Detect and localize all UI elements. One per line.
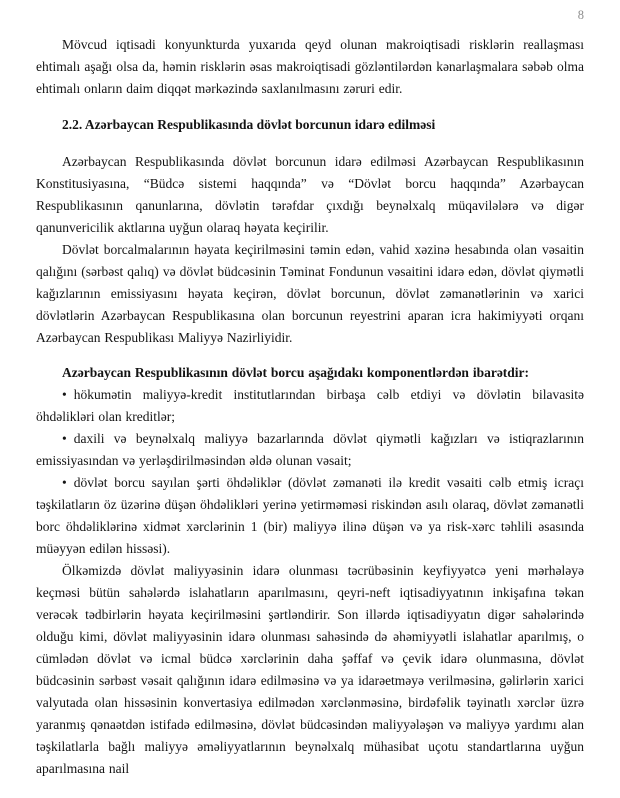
- paragraph-finance-reforms: Ölkəmizdə dövlət maliyyəsinin idarə olunması təcrübəsinin keyfiyyətcə yeni mərhələyə keçməsi bütün sahələrdə islahatların aparılmasını, qeyri-neft iqtisadiyyatının inkişafına təkan verəcək tədbirlərin həyata keçirilməsini şərtləndirir. Son illərdə iqtisadiyyatın digər sahələrində olduğu kimi, dövlət maliyyəsinin idarə olunması sahəsində də əhəmiyyətli islahatlar aparılmış, o cümlədən dövlət və icmal büdcə xərclərinin daha şəffaf və çevik idarə olunmasına, dövlət büdcəsinin sərbəst vəsait qalığının idarə edilməsinə və ya idarəetməyə verilməsinə, gəlirlərin xarici valyutada olan hissəsinin konvertasiya edilmədən xərclənməsinə, birdəfəlik təyinatlı xərclər üzrə yaranmış qənaətdən istifadə edilməsinə, dövlət büdcəsindən maliyyələşən və maliyyə yardımı alan təşkilatlarla bağlı maliyyə əməliyyatlarının beynəlxalq mühasibat uçotu standartlarına uyğun aparılmasına nail: [36, 563, 584, 776]
- bullet-icon: •: [62, 475, 67, 490]
- paragraph-macro-risks: Mövcud iqtisadi konyunkturda yuxarıda qeyd olunan makroiqtisadi risklərin reallaşması ehtimalı aşağı olsa da, həmin risklərin əsas makroiqtisadi gözləntilərdən kənarlaşmalara səbəb olma ehtimalı onların daim diqqət mərkəzində saxlanılmasını zəruri edir.: [36, 37, 584, 96]
- bullet-item-securities: [36, 428, 584, 472]
- page-number: 8: [577, 8, 584, 22]
- section-heading-2-2: 2.2. Azərbaycan Respublikasında dövlət borcunun idarə edilməsi: [62, 117, 436, 132]
- document-body: [36, 34, 584, 780]
- paragraph-debt-components-intro: Azərbaycan Respublikasının dövlət borcu aşağıdakı komponentlərdən ibarətdir:: [62, 365, 530, 380]
- bullet-icon: •: [62, 387, 67, 402]
- bullet-item-text: dövlət borcu sayılan şərti öhdəliklər (dövlət zəmanəti ilə kredit vəsaiti cəlb etmiş icraçı təşkilatların öz üzərinə düşən öhdəlikləri yerinə yetirməməsi riskindən asılı olaraq, dövlət zəmanətli borc öhdəliklərinə xidmət xərclərinin 1 (bir) maliyyə ilinə düşən və ya risk-xərc təhlili əsasında müəyyən edilən hissəsi).: [36, 475, 584, 556]
- paragraph-legal-basis: Azərbaycan Respublikasında dövlət borcunun idarə edilməsi Azərbaycan Respublikasının Konstitusiyasına, “Büdcə sistemi haqqında” və “Dövlət borcu haqqında” Azərbaycan Respublikasının qanunlarına, dövlətin tərəfdar çıxdığı beynəlxalq müqavilələrə və digər qanunvericilik aktlarına uyğun olaraq həyata keçirilir.: [36, 154, 584, 235]
- bullet-icon: •: [62, 431, 67, 446]
- bullet-item-contingent-liabilities: [36, 472, 584, 560]
- bullet-item-text: daxili və beynəlxalq maliyyə bazarlarında dövlət qiymətli kağızları və istiqrazlarının emissiyasından və yerləşdirilməsindən əldə olunan vəsait;: [36, 431, 584, 468]
- paragraph-ministry-functions: Dövlət borcalmalarının həyata keçirilməsini təmin edən, vahid xəzinə hesabında olan vəsaitin qalığını (sərbəst qalıq) və dövlət büdcəsinin Təminat Fondunun vəsaitini idarə edən, dövlət qiymətli kağızlarının emissiyasını həyata keçirən, dövlət borcunun, dövlət zəmanətlərinin və xarici dövlətlərin Azərbaycan Respublikasına olan borcunun reyestrini aparan icra hakimiyyəti orqanı Azərbaycan Respublikası Maliyyə Nazirliyidir.: [36, 242, 584, 345]
- bullet-item-text: hökumətin maliyyə-kredit institutlarından birbaşa cəlb etdiyi və dövlətin bilavasitə öhdəlikləri olan kreditlər;: [36, 387, 584, 424]
- bullet-item-credits: [36, 384, 584, 428]
